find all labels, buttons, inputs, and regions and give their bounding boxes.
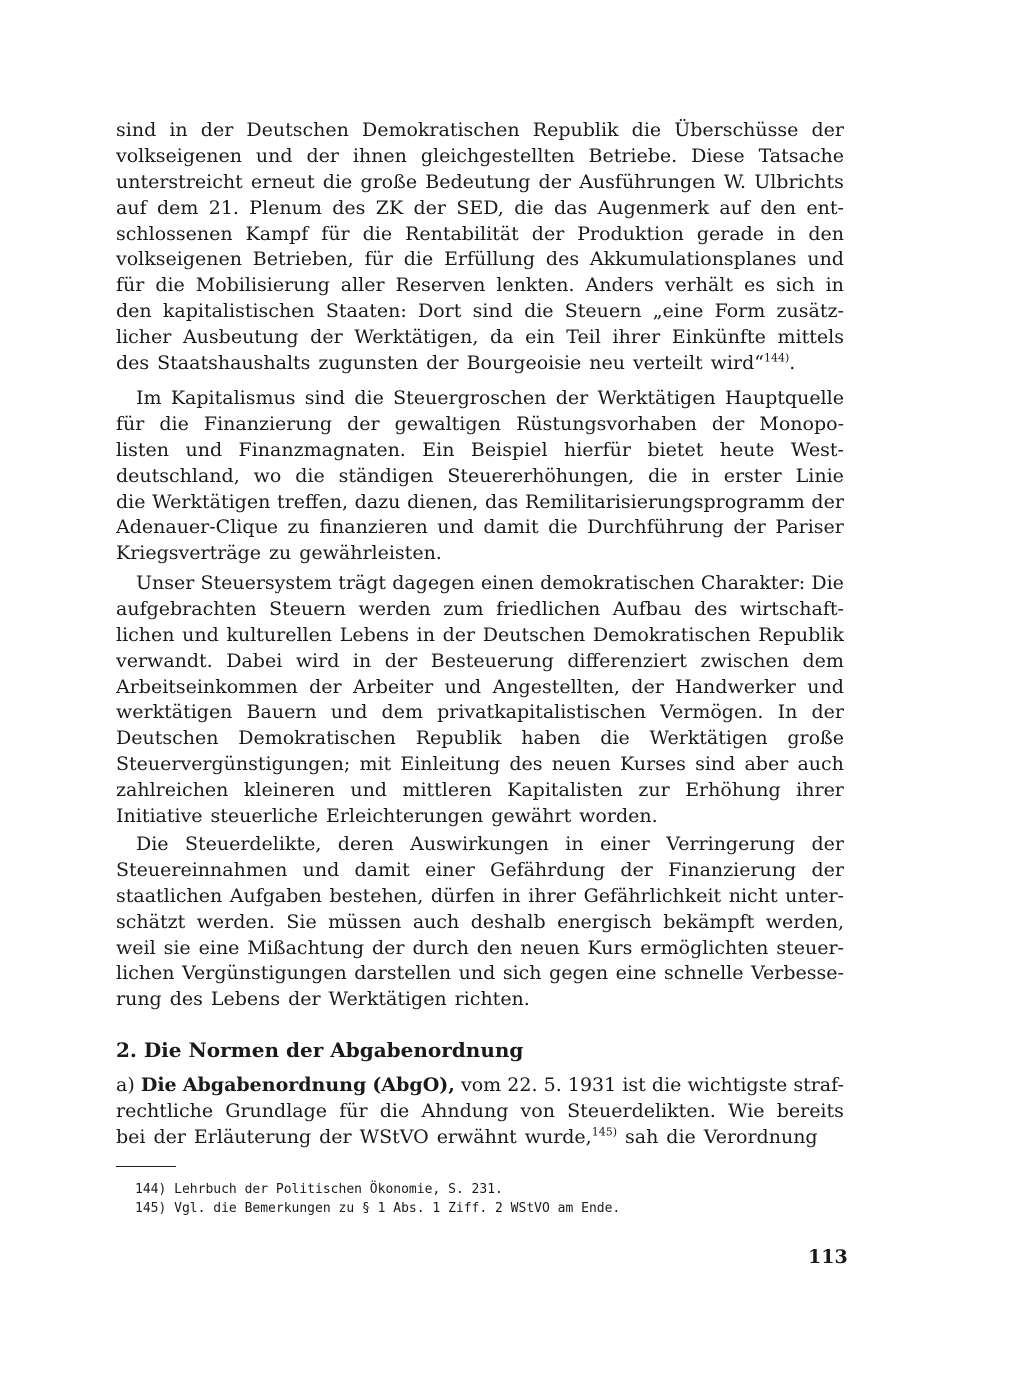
text-line: den kapitalistischen Staaten: Dort sind die Steuern „eine Form zusätz- <box>116 300 844 323</box>
section-heading: 2. Die Normen der Abgabenordnung <box>116 1038 524 1062</box>
text-line: Steuervergünstigungen; mit Einleitung des neuen Kurses sind aber auch <box>116 753 844 776</box>
text-line: volkseigenen und der ihnen gleichgestellten Betriebe. Diese Tatsache <box>116 144 844 167</box>
text-line: Kriegsverträge zu gewährleisten. <box>116 542 442 565</box>
text-line: Die Steuerdelikte, deren Auswirkungen in einer Verringerung der <box>136 833 844 855</box>
text-line: werktätigen Bauern und dem privatkapitalistischen Vermögen. In der <box>116 701 844 724</box>
paragraph <box>116 571 844 830</box>
page-number: 113 <box>808 1246 848 1268</box>
text-line: Unser Steuersystem trägt dagegen einen demokratischen Charakter: Die <box>136 572 844 594</box>
paragraph <box>116 118 844 377</box>
text-line: licher Ausbeutung der Werktätigen, da ein Teil ihrer Einkünfte mittels <box>116 326 844 349</box>
footnote: 144) Lehrbuch der Politischen Ökonomie, S. 231. <box>135 1182 503 1197</box>
text-line: zahlreichen kleineren und mittleren Kapitalisten zur Erhöhung ihrer <box>116 779 844 802</box>
footnote: 145) Vgl. die Bemerkungen zu § 1 Abs. 1 Ziff. 2 WStVO am Ende. <box>135 1201 621 1216</box>
text-line: Deutschen Demokratischen Republik haben die Werktätigen große <box>116 727 844 750</box>
text-line: Arbeitseinkommen der Arbeiter und Angestellten, der Handwerker und <box>116 675 844 698</box>
text-line: für die Finanzierung der gewaltigen Rüstungsvorhaben der Monopo- <box>116 412 844 435</box>
text-line: Im Kapitalismus sind die Steuergroschen der Werktätigen Hauptquelle <box>136 387 844 409</box>
text-line: für die Mobilisierung aller Reserven lenkten. Anders verhält es sich in <box>116 274 844 297</box>
text-line: schlossenen Kampf für die Rentabilität der Produktion gerade in den <box>116 222 844 245</box>
text-line: des Staatshaushalts zugunsten der Bourgeoisie neu verteilt wird“$^{144)}$. <box>116 351 796 375</box>
paragraph <box>116 1073 844 1151</box>
footnote-rule <box>116 1166 176 1167</box>
text-line: rung des Lebens der Werktätigen richten. <box>116 988 530 1011</box>
text-line: auf dem 21. Plenum des ZK der SED, die das Augenmerk auf den ent- <box>116 196 844 219</box>
text-line: Adenauer-Clique zu finanzieren und damit die Durchführung der Pariser <box>116 516 844 539</box>
text-line: deutschland, wo die ständigen Steuererhöhungen, die in erster Linie <box>116 464 844 487</box>
text-line: bei der Erläuterung der WStVO erwähnt wurde,$^{145)}$ sah die Verordnung <box>116 1125 818 1148</box>
text-line: verwandt. Dabei wird in der Besteuerung differenziert zwischen dem <box>116 649 844 672</box>
text-line: die Werktätigen treffen, dazu dienen, das Remilitarisierungsprogramm der <box>116 490 844 513</box>
paragraph <box>116 832 844 1013</box>
text-line: aufgebrachten Steuern werden zum friedlichen Aufbau des wirtschaft- <box>116 597 844 620</box>
text-line: Initiative steuerliche Erleichterungen gewährt worden. <box>116 805 658 828</box>
text-line: weil sie eine Mißachtung der durch den neuen Kurs ermöglichten steuer- <box>116 936 844 959</box>
text-line: Steuereinnahmen und damit einer Gefährdung der Finanzierung der <box>116 858 844 881</box>
text-line: staatlichen Aufgaben bestehen, dürfen in ihrer Gefährlichkeit nicht unter- <box>116 884 844 907</box>
text-line: unterstreicht erneut die große Bedeutung der Ausführungen W. Ulbrichts <box>116 170 844 193</box>
text-line: a) Die Abgabenordnung (AbgO), vom 22. 5. 1931 ist die wichtigste straf- <box>116 1074 844 1096</box>
text-line: schätzt werden. Sie müssen auch deshalb energisch bekämpft werden, <box>116 910 844 933</box>
text-line: volkseigenen Betrieben, für die Erfüllung des Akkumulationsplanes und <box>116 248 844 271</box>
text-line: lichen und kulturellen Lebens in der Deutschen Demokratischen Republik <box>116 623 844 646</box>
text-line: lichen Vergünstigungen darstellen und sich gegen eine schnelle Verbesse- <box>116 962 844 985</box>
text-line: sind in der Deutschen Demokratischen Republik die Überschüsse der <box>116 119 844 141</box>
text-line: listen und Finanzmagnaten. Ein Beispiel hierfür bietet heute West- <box>116 438 844 461</box>
paragraph <box>116 386 844 567</box>
text-line: rechtliche Grundlage für die Ahndung von Steuerdelikten. Wie bereits <box>116 1099 844 1122</box>
